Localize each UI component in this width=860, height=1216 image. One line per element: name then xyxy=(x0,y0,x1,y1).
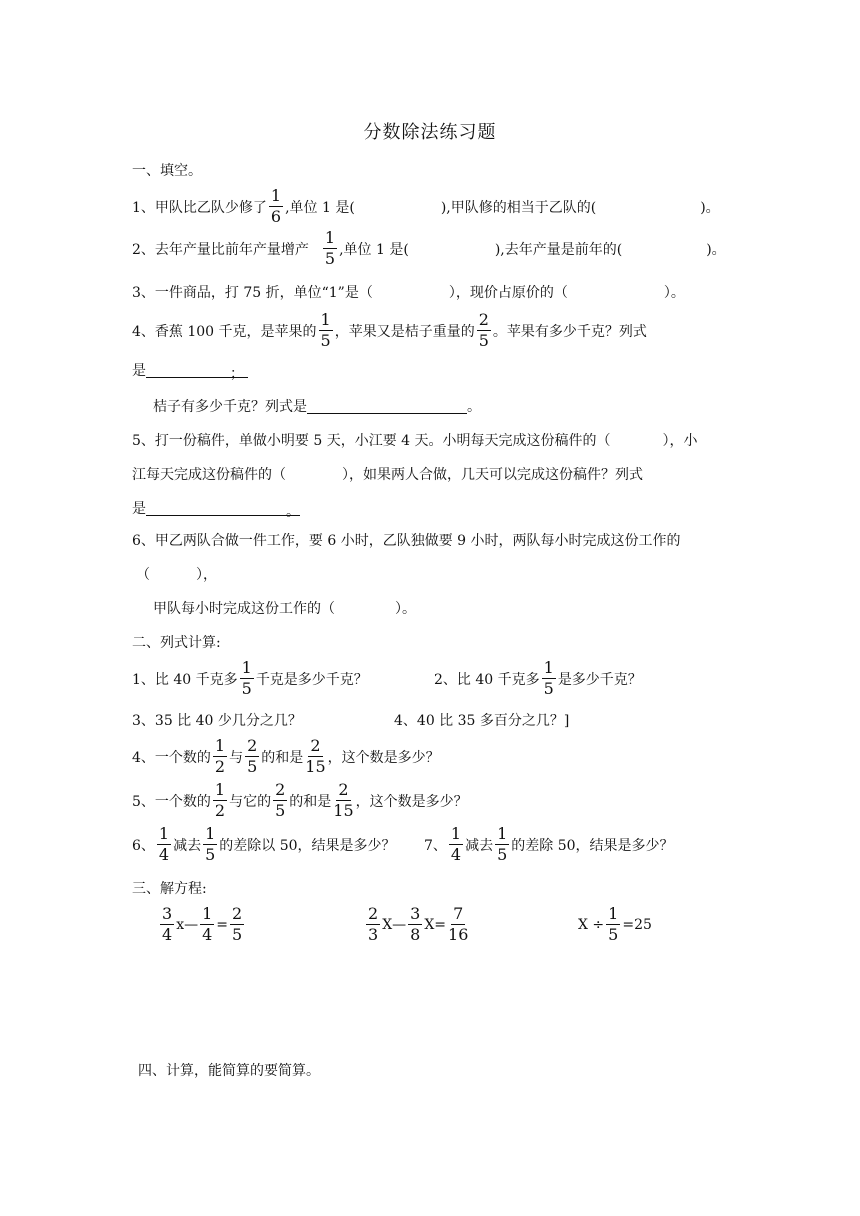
fraction: $\frac{1}{4}$ xyxy=(202,904,213,944)
fraction: 3 4 xyxy=(162,904,173,944)
fill-question-6-line2: （ ）， xyxy=(136,567,217,583)
fraction: 1 4 xyxy=(158,824,170,864)
fraction: $\frac{1}{5}$ xyxy=(608,904,619,944)
fill-question-5: 5、打一份稿件，单做小明要 5 天，小江要 4 天。小明每天完成这份稿件的（ ），小 xyxy=(132,433,698,449)
calc-question-3: 3、35 比 40 少几分之几？ xyxy=(132,713,302,729)
fraction: 1 5 xyxy=(497,824,508,864)
equation-2: 2 3 X— 3 8 X= $\frac{7}{16}$ xyxy=(368,904,469,944)
fraction: 1 5 xyxy=(241,658,252,698)
fraction: 1 4 xyxy=(450,824,462,864)
calc-question-2: 2、比 40 千克多 1 5 是多少千克？ xyxy=(434,658,642,698)
fill-question-3: 3、一件商品，打 75 折，单位“1”是（ ），现价占原价的（ ）。 xyxy=(132,285,685,301)
page-title: 分数除法练习题 xyxy=(363,122,497,143)
fraction: $\frac{7}{16}$ xyxy=(448,904,469,944)
calc-question-1: 1、比 40 千克多 1 5 千克是多少千克？ xyxy=(132,658,368,698)
calc-question-7: 6、 1 4 减去 1 5 的差除以 50，结果是多少？ xyxy=(132,824,396,864)
fill-question-6: 6、甲乙两队合做一件工作，要 6 小时，乙队独做要 9 小时，两队每小时完成这份工作的 xyxy=(132,533,681,549)
fraction: 1 6 xyxy=(270,186,282,226)
section-simplify-heading: 四、计算，能简算的要简算。 xyxy=(138,1063,320,1079)
fill-question-4: 4、香蕉 100 千克，是苹果的 1 5 ，苹果又是桔子重量的 2 5 。苹果有多少千克？列式 xyxy=(132,310,647,350)
section-fill-heading: 一、填空。 xyxy=(132,163,202,179)
fill-question-4-line3: 桔子有多少千克？列式是 。 xyxy=(153,399,481,415)
answer-line[interactable] xyxy=(146,363,226,378)
fraction: 2 15 xyxy=(333,780,354,820)
fill-question-6-line3: 甲队每小时完成这份工作的（ ）。 xyxy=(153,601,416,617)
answer-line[interactable] xyxy=(146,501,286,516)
equation-3: X ÷ $\frac{1}{5}$ =25 xyxy=(578,904,652,944)
fraction: 2 5 xyxy=(275,780,286,820)
fraction: 2 5 xyxy=(247,736,258,776)
calc-question-4: 4、40 比 35 多百分之几？] xyxy=(394,713,570,729)
fraction: 1 2 xyxy=(214,736,226,776)
fraction: 2 3 xyxy=(368,904,379,944)
fraction: 2 15 xyxy=(305,736,326,776)
fraction: $\frac{2}{5}$ xyxy=(232,904,243,944)
equation-1: 3 4 x— $\frac{1}{4}$ = $\frac{2}{5}$ xyxy=(162,904,243,944)
answer-line[interactable] xyxy=(307,399,467,414)
calc-question-6: 5、一个数的 1 2 与它的 2 5 的和是 2 15 ，这个数是多少？ xyxy=(132,780,468,820)
fill-question-2: 2、去年产量比前年产量增产 1 5 ,单位 1 是( ),去年产量是前年的( )。 xyxy=(132,228,726,268)
fill-question-5-line2: 江每天完成这份稿件的（ ），如果两人合做，几天可以完成这份稿件？列式 xyxy=(132,467,643,483)
fill-question-5-line3: 是 。 xyxy=(132,501,300,520)
fraction: 1 2 xyxy=(214,780,226,820)
fraction: 1 5 xyxy=(205,824,216,864)
fraction: 3 8 xyxy=(410,904,421,944)
section-equations-heading: 三、解方程: xyxy=(132,881,207,897)
fill-question-4-line2: 是 ； xyxy=(132,360,248,380)
fraction: 1 5 xyxy=(324,228,336,268)
fraction: 1 5 xyxy=(543,658,554,698)
calc-question-5: 4、一个数的 1 2 与 2 5 的和是 2 15 ，这个数是多少？ xyxy=(132,736,440,776)
fraction: 2 5 xyxy=(478,310,489,350)
calc-question-8: 7、 1 4 减去 1 5 的差除 50，结果是多少？ xyxy=(424,824,674,864)
fill-question-1: 1、甲队比乙队少修了 1 6 ,单位 1 是( ),甲队修的相当于乙队的( )。 xyxy=(132,186,720,226)
section-calc-heading: 二、列式计算: xyxy=(132,635,221,651)
fraction: 1 5 xyxy=(320,310,331,350)
